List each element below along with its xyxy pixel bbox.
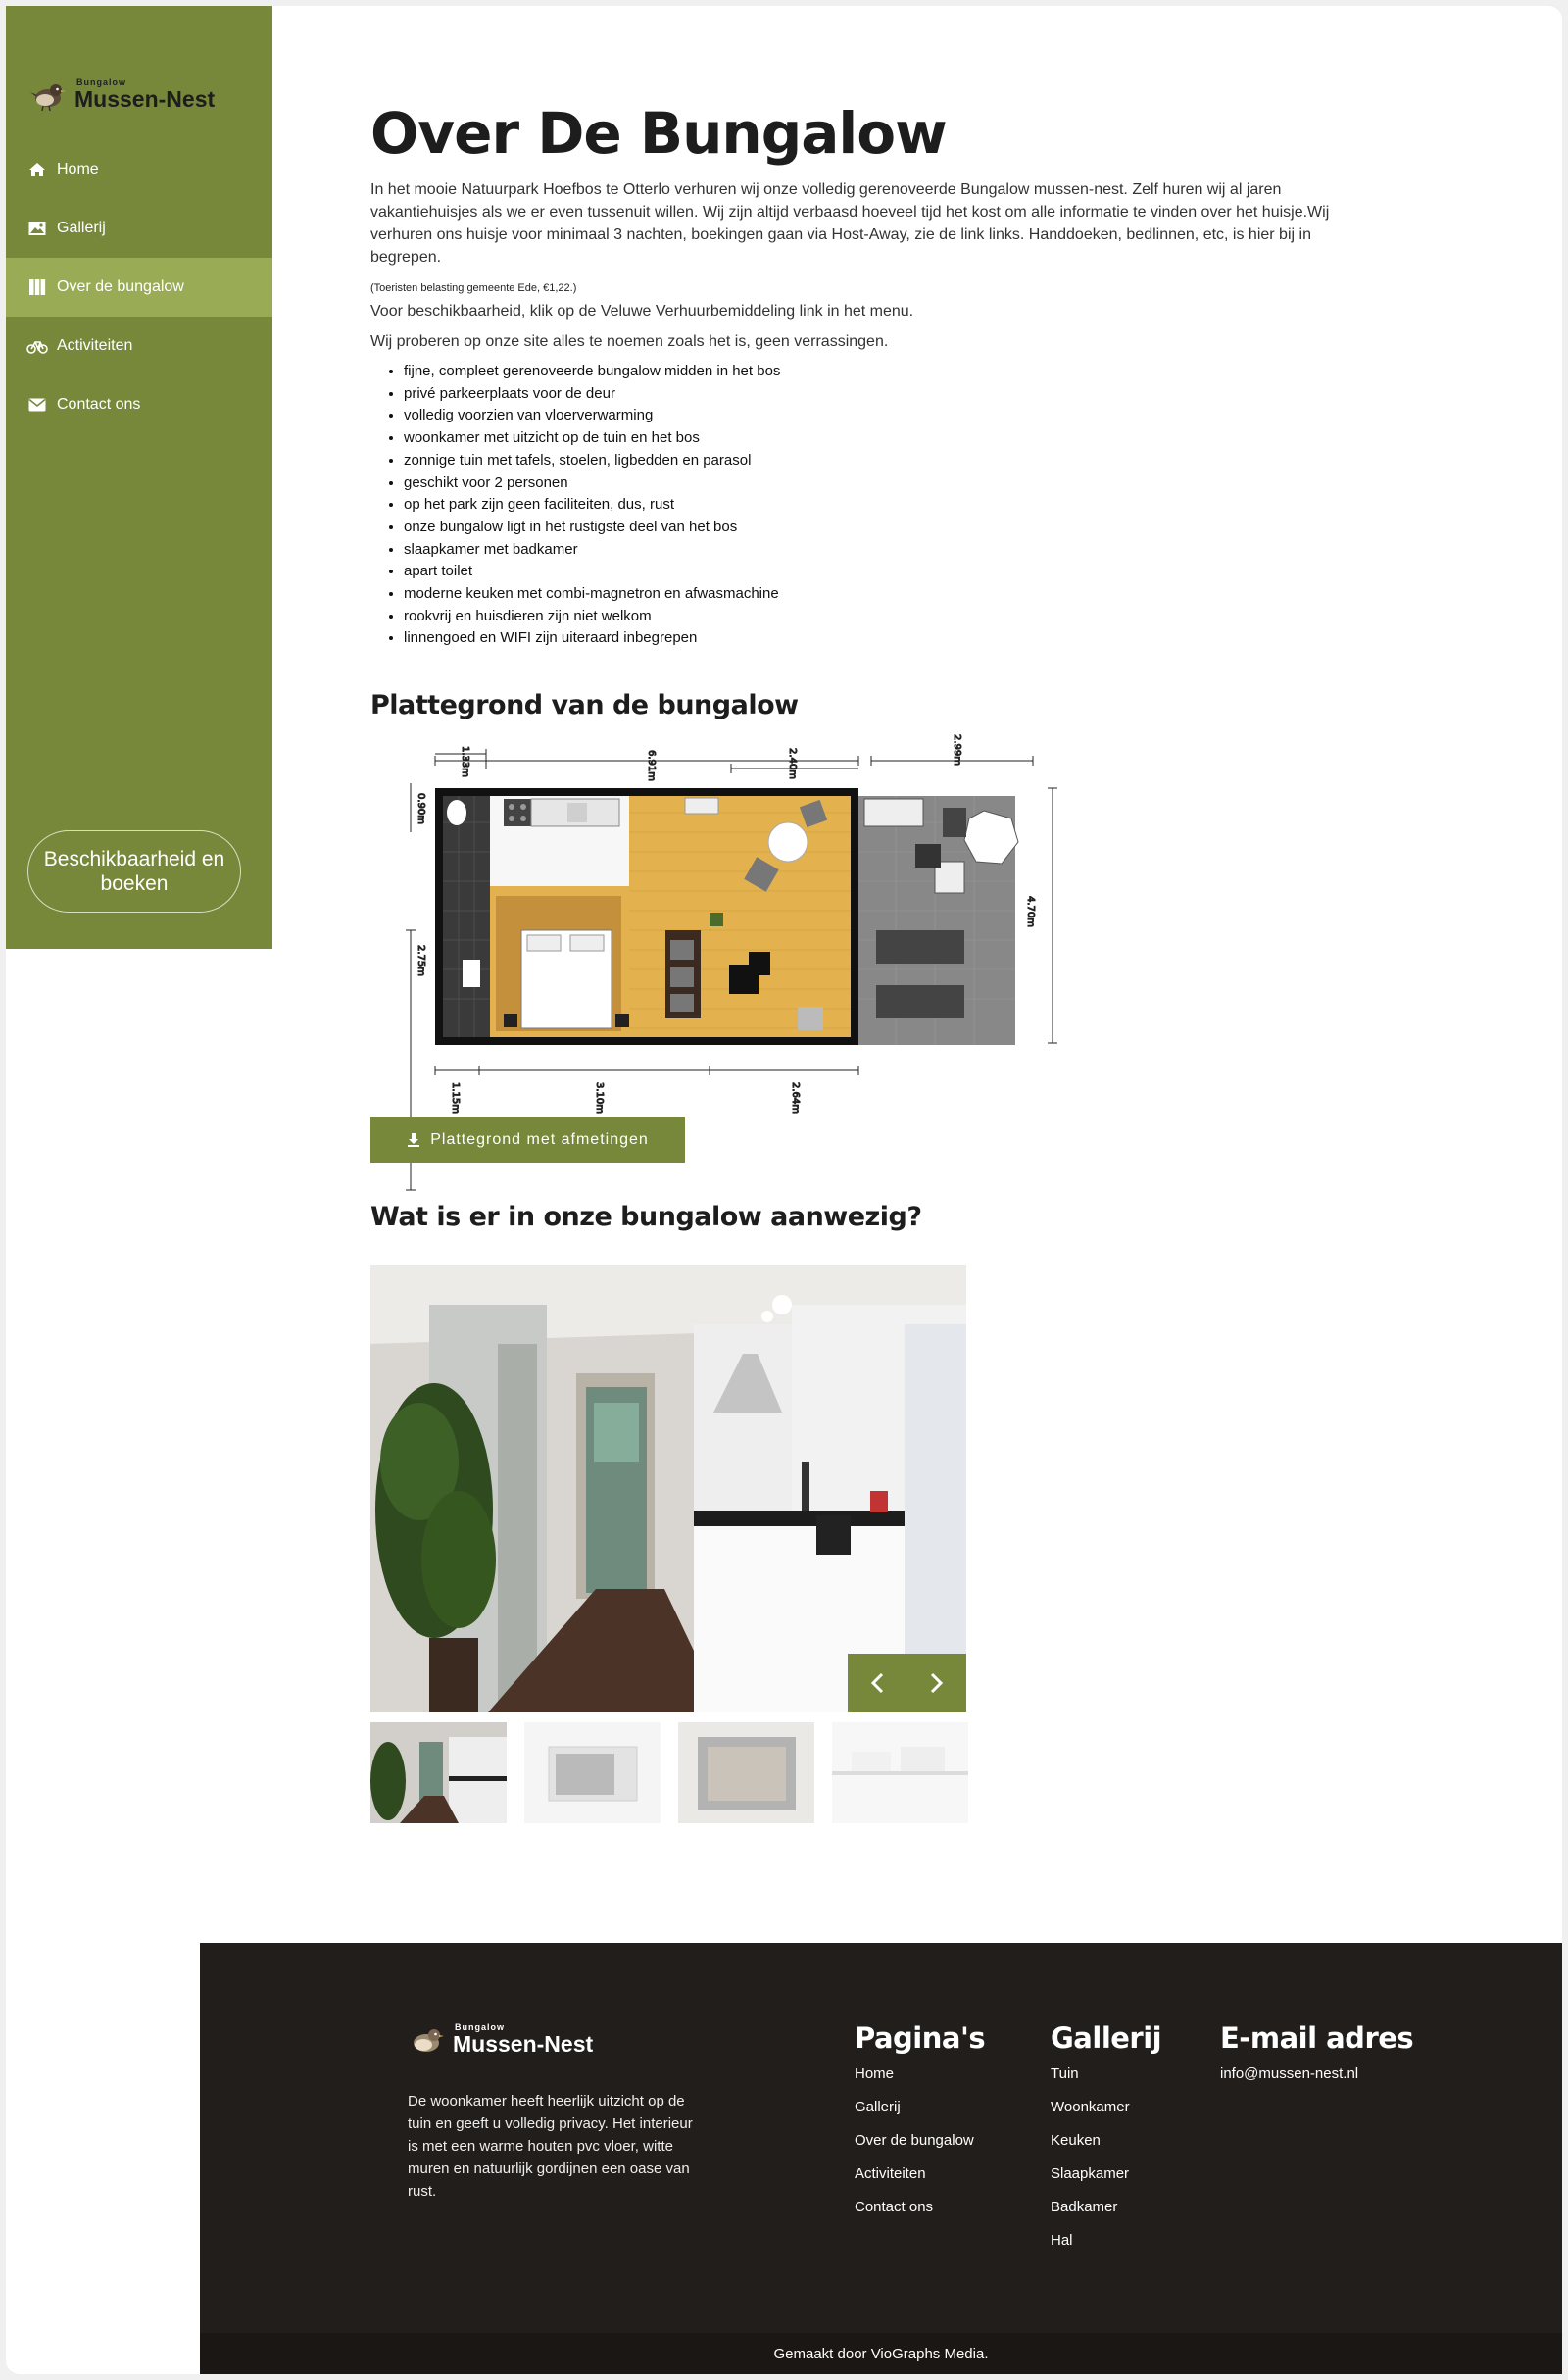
footer-link-badkamer[interactable]: Badkamer xyxy=(1051,2199,1118,2215)
gallery-thumbnail[interactable] xyxy=(524,1722,661,1823)
footer-email-link[interactable]: info@mussen-nest.nl xyxy=(1220,2065,1359,2082)
footer-description: De woonkamer heeft heerlijk uitzicht op de tuin en geeft u volledig privacy. Het interieur is met een warme houten pvc vloer, witte muren en natuurlijk gordijnen een oase van rust. xyxy=(408,2093,693,2200)
dim-label: 1.33m xyxy=(460,746,470,778)
dim-label: 1.15m xyxy=(450,1082,461,1115)
logo-title: Mussen-Nest xyxy=(453,2031,594,2057)
dim-label: 2.75m xyxy=(416,945,426,977)
book-availability-button[interactable]: Beschikbaarheid en boeken xyxy=(27,830,241,913)
list-item: • linnengoed en WIFI zijn uiteraard inbegrepen xyxy=(404,627,780,650)
dim-label: 4.70m xyxy=(1025,896,1036,928)
sidebar-nav xyxy=(6,140,272,434)
intro-text: In het mooie Natuurpark Hoefbos te Otterlo verhuren wij onze volledig gerenoveerde Bungalow mussen-nest. Zelf huren wij al jaren vakantiehuisjes als we er even tussenuit willen. Wij zijn altijd verbaasd hoeveel tijd het kost om alle informatie te vinden over het huisje.Wij verhuren ons huisje voor minimaal 3 nachten, boekingen gaan via Host-Away, zie de link links. Handdoeken, bedlinnen, etc, is hier bij in begrepen. xyxy=(370,181,1330,266)
sidebar-item-label: Gallerij xyxy=(57,220,106,236)
chevron-left-icon[interactable] xyxy=(858,1663,897,1703)
dim-label: 3.10m xyxy=(594,1082,605,1115)
footer-pages xyxy=(855,2021,985,2232)
download-icon xyxy=(407,1132,420,1148)
list-item: • moderne keuken met combi-magnetron en afwasmachine xyxy=(404,583,780,606)
logo[interactable] xyxy=(29,74,215,114)
list-item: • rookvrij en huisdieren zijn niet welkom xyxy=(404,606,780,628)
sidebar-item-home[interactable] xyxy=(6,140,272,199)
list-item: • zonnige tuin met tafels, stoelen, ligbedden en parasol xyxy=(404,450,780,472)
list-item: • slaapkamer met badkamer xyxy=(404,539,780,562)
kitchen-photo xyxy=(370,1265,966,1712)
gallery-thumbnail[interactable] xyxy=(370,1722,507,1823)
logo-subtitle: Bungalow xyxy=(76,77,126,87)
footer-credit: Gemaakt door VioGraphs Media. xyxy=(200,2333,1562,2374)
footer-email-heading: E-mail adres xyxy=(1220,2021,1414,2055)
list-item: • fijne, compleet gerenoveerde bungalow midden in het bos xyxy=(404,361,780,383)
download-button-label: Plattegrond met afmetingen xyxy=(430,1131,649,1148)
sidebar-item-label: Home xyxy=(57,161,99,177)
envelope-icon xyxy=(27,395,47,415)
footer-link-woonkamer[interactable]: Woonkamer xyxy=(1051,2099,1130,2115)
footer-link-hal[interactable]: Hal xyxy=(1051,2232,1073,2249)
page-title: Over De Bungalow xyxy=(370,100,947,167)
availability-text: Voor beschikbaarheid, klik op de Veluwe Verhuurbemiddeling link in het menu. xyxy=(370,303,914,320)
sidebar-item-contact-ons[interactable] xyxy=(6,375,272,434)
footer xyxy=(200,1943,1562,2374)
page xyxy=(6,6,1562,2374)
sidebar xyxy=(6,6,272,949)
footer-gallery-heading: Gallerij xyxy=(1051,2021,1162,2055)
home-icon xyxy=(27,160,47,179)
dim-label: 2.99m xyxy=(952,734,962,767)
footer-email xyxy=(1220,2021,1413,2099)
gallery-heading: Wat is er in onze bungalow aanwezig? xyxy=(370,1202,922,1232)
feature-list xyxy=(404,361,780,650)
bird-logo-icon xyxy=(408,2019,447,2058)
bicycle-icon xyxy=(27,336,47,356)
list-item: • privé parkeerplaats voor de deur xyxy=(404,383,780,406)
chevron-right-icon[interactable] xyxy=(917,1663,956,1703)
footer-link-contact-ons[interactable]: Contact ons xyxy=(855,2199,934,2215)
gallery-main-image[interactable] xyxy=(370,1265,966,1712)
tax-note: (Toeristen belasting gemeente Ede, €1,22.) xyxy=(370,282,577,294)
sidebar-item-activiteiten[interactable] xyxy=(6,317,272,375)
floorplan-image xyxy=(406,734,1036,1115)
honesty-text: Wij proberen op onze site alles te noemen zoals het is, geen verrassingen. xyxy=(370,333,889,350)
logo-title: Mussen-Nest xyxy=(74,86,216,112)
footer-link-gallerij[interactable]: Gallerij xyxy=(855,2099,901,2115)
list-item: • apart toilet xyxy=(404,561,780,583)
gallery-controls xyxy=(848,1654,966,1712)
dim-label: 2.64m xyxy=(790,1082,801,1115)
footer-link-tuin[interactable]: Tuin xyxy=(1051,2065,1079,2082)
list-item: • op het park zijn geen faciliteiten, dus, rust xyxy=(404,494,780,517)
footer-logo[interactable] xyxy=(408,2019,593,2058)
footer-link-activiteiten[interactable]: Activiteiten xyxy=(855,2165,926,2182)
footer-link-over-de-bungalow[interactable]: Over de bungalow xyxy=(855,2132,974,2149)
sidebar-item-over-de-bungalow[interactable] xyxy=(6,258,272,317)
download-floorplan-button[interactable] xyxy=(370,1117,685,1163)
floorplan-heading: Plattegrond van de bungalow xyxy=(370,690,799,720)
logo-subtitle: Bungalow xyxy=(455,2022,505,2032)
gallery-thumbnail[interactable] xyxy=(832,1722,968,1823)
footer-link-keuken[interactable]: Keuken xyxy=(1051,2132,1101,2149)
footer-link-slaapkamer[interactable]: Slaapkamer xyxy=(1051,2165,1130,2182)
list-item: • geschikt voor 2 personen xyxy=(404,472,780,495)
columns-icon xyxy=(27,277,47,297)
list-item: • onze bungalow ligt in het rustigste deel van het bos xyxy=(404,517,780,539)
sidebar-item-label: Over de bungalow xyxy=(57,278,184,295)
bird-logo-icon xyxy=(29,74,69,114)
footer-pages-heading: Pagina's xyxy=(855,2021,986,2055)
sidebar-item-label: Contact ons xyxy=(57,396,141,413)
list-item: • woonkamer met uitzicht op de tuin en het bos xyxy=(404,427,780,450)
sidebar-item-label: Activiteiten xyxy=(57,337,133,354)
gallery-thumbnails xyxy=(370,1722,968,1823)
sidebar-item-gallerij[interactable] xyxy=(6,199,272,258)
dim-label: 6.91m xyxy=(646,750,657,782)
list-item: • volledig voorzien van vloerverwarming xyxy=(404,405,780,427)
gallery-thumbnail[interactable] xyxy=(678,1722,814,1823)
dim-label: 2.40m xyxy=(787,748,798,780)
footer-link-home[interactable]: Home xyxy=(855,2065,895,2082)
image-icon xyxy=(27,219,47,238)
dim-label: 0.90m xyxy=(416,793,426,825)
footer-gallery xyxy=(1051,2021,1161,2265)
